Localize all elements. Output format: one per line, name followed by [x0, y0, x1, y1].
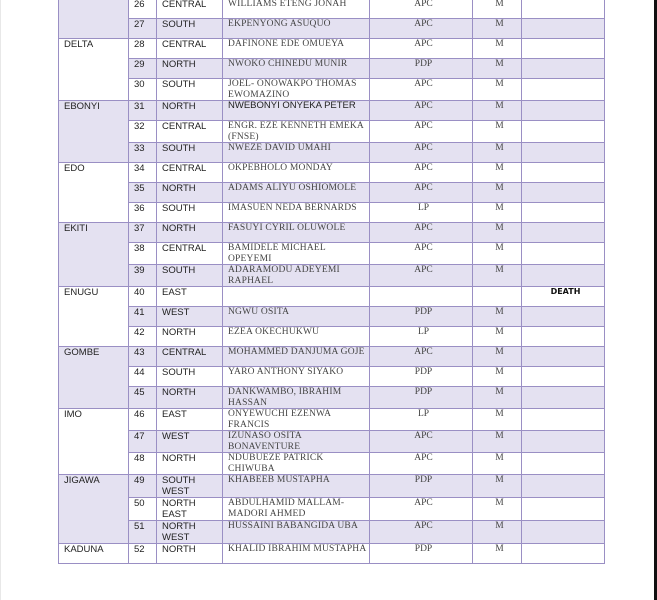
zone-cell: CENTRAL: [157, 39, 223, 59]
name-cell: ONYEWUCHI EZENWA FRANCIS: [223, 409, 370, 431]
name-cell: IZUNASO OSITA BONAVENTURE: [223, 431, 370, 453]
party-cell: APC: [370, 0, 473, 19]
zone-cell: SOUTH: [157, 203, 223, 223]
party-cell: LP: [370, 327, 473, 347]
state-cell: ENUGU: [59, 287, 129, 347]
row-number-cell: 32: [129, 121, 157, 143]
gender-cell: M: [473, 143, 522, 163]
party-cell: LP: [370, 409, 473, 431]
zone-cell: NORTH: [157, 327, 223, 347]
state-cell: DELTA: [59, 39, 129, 101]
zone-cell: NORTH: [157, 183, 223, 203]
name-cell: EZEA OKECHUKWU: [223, 327, 370, 347]
name-cell: WILLIAMS ETENG JONAH: [223, 0, 370, 19]
zone-cell: SOUTH: [157, 143, 223, 163]
row-number-cell: 29: [129, 59, 157, 79]
name-cell: IMASUEN NEDA BERNARDS: [223, 203, 370, 223]
zone-cell: CENTRAL: [157, 0, 223, 19]
name-cell: YARO ANTHONY SIYAKO: [223, 367, 370, 387]
party-cell: APC: [370, 223, 473, 243]
gender-cell: M: [473, 59, 522, 79]
row-number-cell: 45: [129, 387, 157, 409]
gender-cell: M: [473, 121, 522, 143]
remarks-cell: [522, 223, 605, 243]
state-cell: GOMBE: [59, 347, 129, 409]
party-cell: PDP: [370, 475, 473, 498]
remarks-cell: [522, 521, 605, 544]
row-number-cell: 35: [129, 183, 157, 203]
gender-cell: M: [473, 79, 522, 101]
state-cell: EKITI: [59, 223, 129, 287]
row-number-cell: 36: [129, 203, 157, 223]
zone-cell: SOUTH: [157, 367, 223, 387]
party-cell: [370, 287, 473, 307]
name-cell: HUSSAINI BABANGIDA UBA: [223, 521, 370, 544]
remarks-cell: [522, 367, 605, 387]
party-cell: PDP: [370, 367, 473, 387]
page-edge-left: [0, 0, 1, 600]
zone-cell: CENTRAL: [157, 347, 223, 367]
party-cell: APC: [370, 39, 473, 59]
party-cell: APC: [370, 143, 473, 163]
row-number-cell: 28: [129, 39, 157, 59]
row-number-cell: 33: [129, 143, 157, 163]
zone-cell: SOUTH: [157, 79, 223, 101]
remarks-cell: [522, 0, 605, 19]
name-cell: OKPEBHOLO MONDAY: [223, 163, 370, 183]
row-number-cell: 46: [129, 409, 157, 431]
name-cell: EKPENYONG ASUQUO: [223, 19, 370, 39]
remarks-cell: [522, 475, 605, 498]
row-number-cell: 51: [129, 521, 157, 544]
gender-cell: M: [473, 498, 522, 521]
gender-cell: M: [473, 347, 522, 367]
state-cell: EBONYI: [59, 101, 129, 163]
zone-cell: CENTRAL: [157, 163, 223, 183]
remarks-cell: [522, 544, 605, 564]
row-number-cell: 42: [129, 327, 157, 347]
zone-cell: WEST: [157, 307, 223, 327]
remarks-cell: [522, 307, 605, 327]
name-cell: DANKWAMBO, IBRAHIM HASSAN: [223, 387, 370, 409]
row-number-cell: 39: [129, 265, 157, 287]
row-number-cell: 27: [129, 19, 157, 39]
gender-cell: M: [473, 183, 522, 203]
gender-cell: M: [473, 367, 522, 387]
gender-cell: [473, 287, 522, 307]
row-number-cell: 48: [129, 453, 157, 475]
remarks-cell: [522, 203, 605, 223]
zone-cell: CENTRAL: [157, 243, 223, 265]
gender-cell: M: [473, 387, 522, 409]
table-row: [59, 521, 605, 544]
table-row: [59, 347, 605, 367]
row-number-cell: 37: [129, 223, 157, 243]
zone-cell: EAST: [157, 287, 223, 307]
zone-cell: NORTH: [157, 223, 223, 243]
remarks-cell: [522, 183, 605, 203]
name-cell: ADARAMODU ADEYEMI RAPHAEL: [223, 265, 370, 287]
zone-cell: NORTH: [157, 59, 223, 79]
row-number-cell: 41: [129, 307, 157, 327]
table-row: [59, 79, 605, 101]
zone-cell: WEST: [157, 431, 223, 453]
row-number-cell: 40: [129, 287, 157, 307]
table-row: [59, 327, 605, 347]
remarks-cell: [522, 39, 605, 59]
name-cell: ADAMS ALIYU OSHIOMOLE: [223, 183, 370, 203]
name-cell: MOHAMMED DANJUMA GOJE: [223, 347, 370, 367]
gender-cell: M: [473, 453, 522, 475]
zone-cell: EAST: [157, 409, 223, 431]
table-row: [59, 431, 605, 453]
gender-cell: M: [473, 475, 522, 498]
zone-cell: SOUTH WEST: [157, 475, 223, 498]
table-row: [59, 287, 605, 307]
remarks-cell: [522, 243, 605, 265]
table-row: [59, 453, 605, 475]
row-number-cell: 38: [129, 243, 157, 265]
table-row: [59, 19, 605, 39]
remarks-cell: [522, 431, 605, 453]
name-cell: KHALID IBRAHIM MUSTAPHA: [223, 544, 370, 564]
remarks-cell: [522, 498, 605, 521]
row-number-cell: 34: [129, 163, 157, 183]
party-cell: APC: [370, 521, 473, 544]
party-cell: APC: [370, 79, 473, 101]
party-cell: APC: [370, 347, 473, 367]
table-row: [59, 498, 605, 521]
party-cell: APC: [370, 19, 473, 39]
gender-cell: M: [473, 0, 522, 19]
remarks-cell: [522, 59, 605, 79]
remarks-cell: [522, 409, 605, 431]
state-cell: EDO: [59, 163, 129, 223]
gender-cell: M: [473, 39, 522, 59]
gender-cell: M: [473, 307, 522, 327]
table-row: [59, 367, 605, 387]
remarks-cell: [522, 453, 605, 475]
zone-cell: CENTRAL: [157, 121, 223, 143]
zone-cell: NORTH EAST: [157, 498, 223, 521]
table-row: [59, 307, 605, 327]
name-cell: FASUYI CYRIL OLUWOLE: [223, 223, 370, 243]
party-cell: PDP: [370, 59, 473, 79]
name-cell: NWEBONYI ONYEKA PETER: [223, 101, 370, 121]
zone-cell: NORTH: [157, 544, 223, 564]
table-row: [59, 143, 605, 163]
row-number-cell: 26: [129, 0, 157, 19]
gender-cell: M: [473, 243, 522, 265]
party-cell: APC: [370, 243, 473, 265]
gender-cell: M: [473, 265, 522, 287]
name-cell: ENGR. EZE KENNETH EMEKA (FNSE): [223, 121, 370, 143]
gender-cell: M: [473, 431, 522, 453]
party-cell: LP: [370, 203, 473, 223]
row-number-cell: 44: [129, 367, 157, 387]
party-cell: APC: [370, 431, 473, 453]
remarks-cell: [522, 79, 605, 101]
zone-cell: NORTH: [157, 101, 223, 121]
row-number-cell: 43: [129, 347, 157, 367]
table-row: [59, 203, 605, 223]
party-cell: PDP: [370, 307, 473, 327]
gender-cell: M: [473, 19, 522, 39]
table-row: [59, 409, 605, 431]
table-body: [59, 0, 605, 564]
table-row: [59, 101, 605, 121]
zone-cell: SOUTH: [157, 19, 223, 39]
gender-cell: M: [473, 409, 522, 431]
party-cell: PDP: [370, 544, 473, 564]
remarks-cell: DEATH: [522, 287, 605, 307]
party-cell: APC: [370, 163, 473, 183]
table-row: [59, 475, 605, 498]
senators-table: [58, 0, 605, 564]
table-row: [59, 265, 605, 287]
name-cell: NWOKO CHINEDU MUNIR: [223, 59, 370, 79]
name-cell: DAFINONE EDE OMUEYA: [223, 39, 370, 59]
name-cell: NDUBUEZE PATRICK CHIWUBA: [223, 453, 370, 475]
remarks-cell: [522, 101, 605, 121]
zone-cell: SOUTH: [157, 265, 223, 287]
state-cell: [59, 0, 129, 39]
party-cell: PDP: [370, 387, 473, 409]
remarks-cell: [522, 327, 605, 347]
row-number-cell: 30: [129, 79, 157, 101]
remarks-cell: [522, 387, 605, 409]
row-number-cell: 52: [129, 544, 157, 564]
gender-cell: M: [473, 521, 522, 544]
table-row: [59, 121, 605, 143]
table-row: [59, 39, 605, 59]
state-cell: IMO: [59, 409, 129, 475]
gender-cell: M: [473, 163, 522, 183]
table-row: [59, 163, 605, 183]
name-cell: BAMIDELE MICHAEL OPEYEMI: [223, 243, 370, 265]
party-cell: APC: [370, 183, 473, 203]
zone-cell: NORTH: [157, 387, 223, 409]
name-cell: [223, 287, 370, 307]
remarks-cell: [522, 265, 605, 287]
name-cell: NWEZE DAVID UMAHI: [223, 143, 370, 163]
remarks-cell: [522, 19, 605, 39]
remarks-cell: [522, 121, 605, 143]
name-cell: KHABEEB MUSTAPHA: [223, 475, 370, 498]
gender-cell: M: [473, 327, 522, 347]
party-cell: APC: [370, 101, 473, 121]
name-cell: NGWU OSITA: [223, 307, 370, 327]
gender-cell: M: [473, 544, 522, 564]
gender-cell: M: [473, 101, 522, 121]
row-number-cell: 50: [129, 498, 157, 521]
table-row: [59, 183, 605, 203]
gender-cell: M: [473, 223, 522, 243]
party-cell: APC: [370, 121, 473, 143]
remarks-cell: [522, 163, 605, 183]
table-row: [59, 223, 605, 243]
name-cell: ABDULHAMID MALLAM-MADORI AHMED: [223, 498, 370, 521]
remarks-cell: [522, 347, 605, 367]
party-cell: APC: [370, 265, 473, 287]
gender-cell: M: [473, 203, 522, 223]
table-row: [59, 0, 605, 19]
table-row: [59, 544, 605, 564]
row-number-cell: 47: [129, 431, 157, 453]
table-row: [59, 59, 605, 79]
row-number-cell: 31: [129, 101, 157, 121]
row-number-cell: 49: [129, 475, 157, 498]
remarks-cell: [522, 143, 605, 163]
state-cell: KADUNA: [59, 544, 129, 564]
state-cell: JIGAWA: [59, 475, 129, 544]
zone-cell: NORTH: [157, 453, 223, 475]
zone-cell: NORTH WEST: [157, 521, 223, 544]
name-cell: JOEL- ONOWAKPO THOMAS EWOMAZINO: [223, 79, 370, 101]
party-cell: APC: [370, 498, 473, 521]
table-row: [59, 243, 605, 265]
table-row: [59, 387, 605, 409]
party-cell: APC: [370, 453, 473, 475]
